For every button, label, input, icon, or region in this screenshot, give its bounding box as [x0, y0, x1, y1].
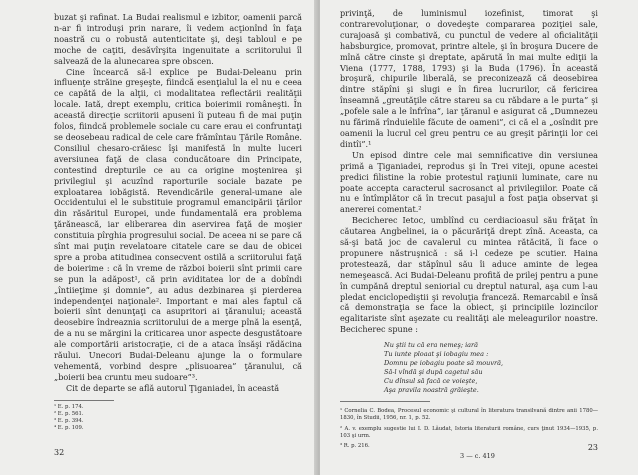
footnote: ² A. v. exemplu sugestie lui I. D. Lăudat, Istoria literaturii române, curs ţinut 1934—1935, p. 103 şi urm. — [340, 425, 598, 439]
footnote: ¹ Cornelia C. Bodea, Procesul economic şi cultural în literatura transilvană dintre anii 1780—1830, în Studii, 1956, nr. 1, p. 52. — [340, 408, 598, 422]
right-paragraph-2: Un episod dintre cele mai semnificative din versiunea primă a Ţiganiadei, reprodus şi în Trei viteji, opune acestei predici filistine la robie protestul raţiunii luminate, care nu poate accepta caracterul sacrosanct al privilegiilor. Poate că nu e întîmplător că în trecut pasajul a fost paţia observat şi anererei comentat.² — [340, 149, 598, 215]
left-page — [0, 0, 318, 475]
verse-line: Tu iunte ploaat şi iobagiu mea : — [384, 350, 489, 359]
verse-line: Cu dînsul să facă ce voieşte, — [384, 377, 478, 386]
left-paragraph-1: buzat şi rafinat. La Budai realismul e izbitor, oamenii parcă n-ar fi introduşi prin narare, îi vedem acţionînd în faţa noastră cu o robustă autenticitate şi, deşi tabloul e pe moche de caţiti, desăvîrşita ingenuitate a scriitorului îl salvează de la alunecarea spre obscen. — [54, 12, 302, 66]
verse-line: Domnu pe iobagiu poate să mouvră, — [384, 359, 504, 368]
right-paragraph-1: privinţă, de luminismul iozefinist, timorat şi contrarevoluţionar, o dovedeşte compararea poziţiei sale, curajoasă şi combativă, cu punctul de vedere al oficialităţii habsburgice, promovat, printre altele, şi în broşura Ducere de mînă către cinste şi dreptate, apărută în mai multe ediţii la Viena (1777, 1788, 1793) şi la Buda (1796). În această broşură, chipurile liberală, se preconizează că deosebirea dintre stăpîni şi slugi e în firea lucrurilor, că fericirea înseamnă „greutăţile către stareu sa cu răbdare a le purta” şi „pofele sale a le înfrîna”, iar ţăranul e asigurat că „Dumnezeu nu fărimă rînduielile făcute de oameni”, ci că el a „osîndit pre oamenii la lucrul cel greu pentru ce au greşit părinţii lor cei dintîi”.¹ — [340, 8, 598, 149]
footnote: ¹ E. p. 174. — [54, 403, 84, 410]
page-number-right: 23 — [587, 443, 598, 452]
verse-line: Să-l vîndă şi după cagetul său — [384, 368, 483, 377]
verse-quote — [384, 341, 598, 395]
footnote: ³ R. p. 216. — [340, 443, 370, 449]
left-paragraph-3: Cit de departe se află autorul Ţiganiadei, în această — [66, 382, 280, 393]
left-footnotes — [54, 400, 114, 433]
page-number-left: 32 — [54, 448, 65, 457]
signature-mark: 3 — c. 419 — [460, 452, 495, 460]
verse-line: Nu ştii tu că era nemeş; iară — [384, 341, 479, 350]
right-page — [320, 0, 638, 475]
right-footnotes — [340, 401, 430, 405]
left-paragraph-2: Cine încearcă să-l explice pe Budai-Deleanu prin influenţe străine greşeşte, fiindcă esenţialul la el nu e ceea ce capătă de la alţii, ci modalitatea reflectării realităţii locale. Iată, drept exemplu, critica boierimii româneşti. În această direcţie scriitorii apuseni îi puteau fi de mai puţin folos, fiindcă problemele sociale cu care erau ei confruntaţi se deosebeau radical de cele care frămîntau Ţările Române. Consiliul chesaro-crăiesc îşi manifestă în multe luceri aversiunea faţă de clasa conducătoare din Principate, contestind drepturile ce au ca origine moştenirea şi privilegiul şi acuzînd raporturile sociale bazate pe exploatarea iobăgistă. Revendicările general-umane ale Occidentului el le substituie programul emancipării ţărilor din răsăritul Europei, unde fundamentală era problema ţărănească, iar eliberarea din aservirea faţă de moşier constituia pîrghia progresului social. De aceea ni se pare că sînt mai puţin revelatoare citatele care se dau de obicei spre a proba atitudinea consecvent ostilă a scriitorului faţă de boierime : că în vreme de război boierii sînt primii care se pun la adăpost¹, că prin aviditatea lor de a dobîndi „întiieţime şi domnie”, au adus dezbinarea şi pierderea independenţei naţionale². Important e mai ales faptul că boierii sînt denunţaţi ca asupritori ai ţăranului; această deosebire îndreaznia scriitorului de a merge pînă la esenţă, de a nu se mărgini la criticarea unor aspecte desgustătoare ale comportării aristocraţie, ci de a ataca însăşi rădăcina răului. Unecori Budai-Deleanu ajunge la o formulare vehementă, vorbind despre „plisuoarea” ţăranului, că „boierii bea cruntu meu sudoare”³. — [54, 66, 302, 382]
footnote: ⁴ E. p. 109. — [54, 425, 84, 432]
footnote: ³ E. p. 394. — [54, 418, 84, 425]
footnote: ² E. p. 561. — [54, 410, 84, 417]
right-paragraph-3: Becicherec Ietoc, umblînd cu cerdiacioasul său frăţat în căutarea Angbelinei, ia o păcurăriţă drept zînă. Aceasta, ca să-şi bată joc de cavalerul cu mintea rătăcită, îi face o propunere năstruşnică : să i-l cedeze pe scutier. Haina protestează, dar stăpînul său îi aduce aminte de legea nemeşească. Aci Budai-Deleanu profită de prilej pentru a pune în cumpănă dreptul seniorial cu dreptul natural, aşa cum l-au pledat enciclopediştii şi revoluţia franceză. Remarcabil e însă că demonstraţia se face la obiect, şi principiile lozincilor egalitariste sînt aşezate cu realităţi ale meleagurilor noastre. Becicherec spune : — [340, 215, 598, 335]
verse-line: Aşa pravila noastră grăieşte. — [384, 386, 479, 395]
